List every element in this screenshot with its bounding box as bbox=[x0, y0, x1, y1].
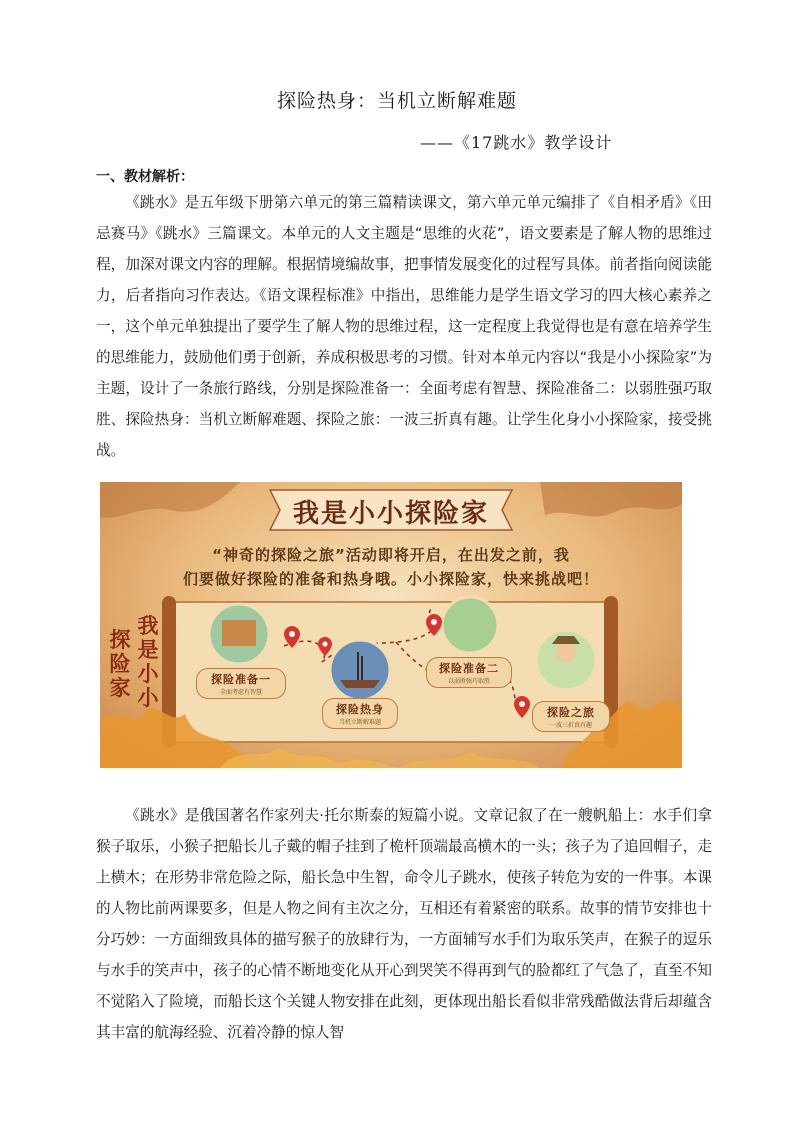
stage-card-prep-one bbox=[196, 668, 286, 699]
stage-desc: 全面考虑有智慧 bbox=[219, 689, 262, 696]
paragraph-story-analysis: 《跳水》是俄国著名作家列夫·托尔斯泰的短篇小说。文章记叙了在一艘帆船上：水手们拿猴子取乐，小猴子把船长儿子戴的帽子挂到了桅杆顶端最高横木的一头；孩子为了追回帽子，走上横木；在形势非常危险之际，船长急中生智，命令儿子跳水，使孩子转危为安的一件事。本课的人物比前两课要多，但是人物之间有主次之分，互相还有着紧密的联系。故事的情节安排也十分巧妙：一方面细致具体的描写猴子的放肆行为，一方面辅写水手们为取乐笑声，在猴子的逗乐与水手的笑声中，孩子的心情不断地变化从开心到哭笑不得再到气的脸都红了气急了，直至不知不觉陷入了险境，而船长这个关键人物安排在此刻，更体现出船长看似非常残酷做法背后却蕴含其丰富的航海经验、沉着冷静的惊人智 bbox=[96, 807, 712, 1041]
banner-title: 我是小小探险家 bbox=[292, 499, 489, 529]
paragraph-unit-analysis: 《跳水》是五年级下册第六单元的第三篇精读课文，第六单元单元编排了《自相矛盾》《田忌赛马》《跳水》三篇课文。本单元的人文主题是“思维的火花”，语文要素是了解人物的思维过程，加深对课文内容的理解。根据情境编故事，把事情发展变化的过程写具体。前者指向阅读能力，后者指向习作表达。《语文课程标准》中指出，思维能力是学生语文学习的四大核心素养之一，这个单元单独提出了要学生了解人物的思维过程，这一定程度上我觉得也是有意在培养学生的思维能力，鼓励他们勇于创新，养成积极思考的习惯。针对本单元内容以“我是小小探险家”为主题，设计了一条旅行路线，分别是探险准备一：全面考虑有智慧、探险准备二：以弱胜强巧取胜、探险热身：当机立断解难题、探险之旅：一波三折真有趣。让学生化身小小探险家，接受挑战。 bbox=[96, 194, 712, 459]
stage-card-journey bbox=[532, 701, 610, 732]
stage-4-explorer-face bbox=[556, 642, 576, 662]
flame-bottom-center bbox=[220, 748, 400, 768]
stage-name: 探险热身 bbox=[336, 703, 384, 716]
stage-card-prep-two bbox=[426, 657, 512, 688]
stage-desc: 当机立断解难题 bbox=[338, 719, 381, 726]
stage-name: 探险准备二 bbox=[439, 662, 499, 675]
flame-bottom-center-2 bbox=[400, 752, 540, 768]
stage-desc: 以弱胜强巧取胜 bbox=[447, 678, 490, 685]
stage-2-ship bbox=[340, 680, 380, 688]
document-subtitle: ——《17跳水》教学设计 bbox=[420, 133, 613, 152]
section-heading-analysis: 一、教材解析： bbox=[96, 169, 194, 185]
banner-intro-line-1: “神奇的探险之旅”活动即将开启，在出发之前，我 bbox=[212, 546, 570, 564]
stage-card-warmup bbox=[322, 698, 398, 729]
explorer-banner-image bbox=[100, 482, 682, 768]
stage-1-figures bbox=[222, 620, 256, 646]
document-title: 探险热身：当机立断解难题 bbox=[276, 90, 517, 112]
banner-intro-line-2: 们要做好探险的准备和热身哦。小小探险家，快来挑战吧！ bbox=[182, 570, 599, 588]
stage-3-illustration bbox=[442, 597, 498, 653]
banner-side-label-1: 我是小小 bbox=[137, 613, 159, 710]
stage-name: 探险准备一 bbox=[211, 673, 271, 686]
stage-desc: 一波三折真有趣 bbox=[549, 722, 592, 729]
stage-2-illustration bbox=[330, 640, 390, 700]
banner-side-label-2: 探险家 bbox=[109, 627, 131, 700]
stage-name: 探险之旅 bbox=[547, 706, 595, 719]
